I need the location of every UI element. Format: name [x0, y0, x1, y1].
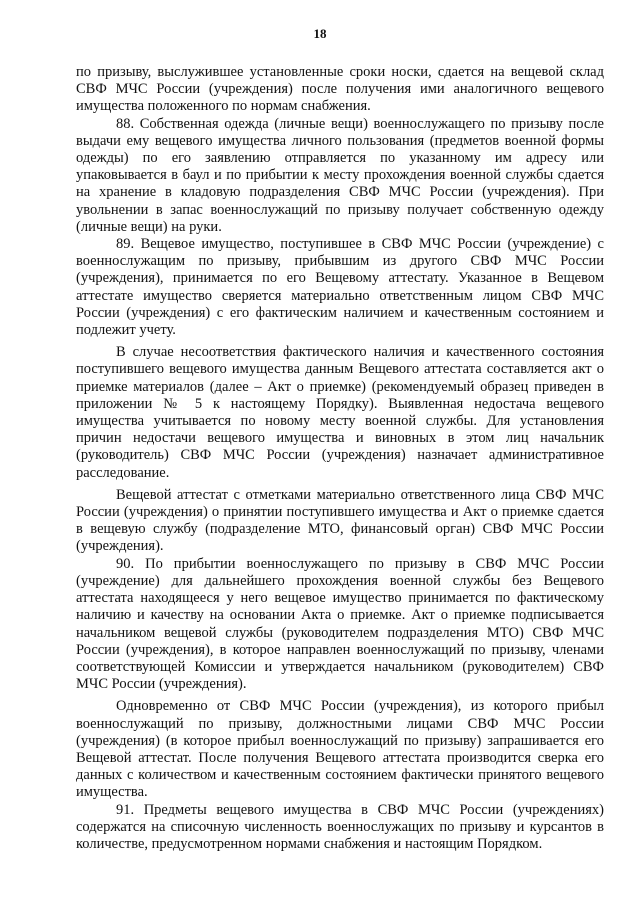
paragraph-89-mismatch: В случае несоответствия фактического наличия и качественного состояния поступившего вещевого имущества данным Вещевого аттестата составляется акт о приемке материалов (далее – Акт о приемке) (рекомендуемый образец приведен в приложении № 5 к настоящему Порядку). Выявленная недостача вещевого имущества учитывается по новому месту военной службы. Для установления причин недостачи вещевого имущества и виновных в этом лиц начальник (руководитель) СВФ МЧС России (учреждения) назначает административное расследование.: [76, 344, 604, 481]
paragraph-continuation: по призыву, выслужившее установленные сроки носки, сдается на вещевой склад СВФ МЧС России (учреждения) после получения ими аналогичного вещевого имущества положенного по нормам снабжения.: [76, 64, 604, 115]
paragraph-90-request: Одновременно от СВФ МЧС России (учреждения), из которого прибыл военнослужащий по призыву, должностными лицами СВФ МЧС России (учреждения) (в которое прибыл военнослужащий по призыву) запрашивается его Вещевой аттестат. После получения Вещевого аттестата производится сверка его данных с количеством и качественным состоянием фактически принятого вещевого имущества.: [76, 698, 604, 801]
paragraph-88: 88. Собственная одежда (личные вещи) военнослужащего по призыву после выдачи ему вещевого имущества личного пользования (предметов военной формы одежды) по его заявлению отправляется по указанному им адресу или упаковывается в баул и по прибытии к месту прохождения военной службы сдается на хранение в кладовую подразделения СВФ МЧС России (учреждения). При увольнении в запас военнослужащий по призыву получает собственную одежду (личные вещи) на руки.: [76, 115, 604, 235]
paragraph-91: 91. Предметы вещевого имущества в СВФ МЧС России (учреждениях) содержатся на списочную численность военнослужащих по призыву и курсантов в количестве, предусмотренном нормами снабжения и настоящим Порядком.: [76, 801, 604, 852]
paragraph-90: 90. По прибытии военнослужащего по призыву в СВФ МЧС России (учреждение) для дальнейшего прохождения военной службы без Вещевого аттестата находящееся у него вещевое имущество принимается по фактическому наличию и качеству на основании Акта о приемке. Акт о приемке подписывается начальником вещевой службы (руководителем подразделения МТО) СВФ МЧС России (учреждения), в которое направлен военнослужащий по призыву, членами соответствующей Комиссии и утверждается начальником (руководителем) СВФ МЧС России (учреждения).: [76, 555, 604, 693]
paragraph-89: 89. Вещевое имущество, поступившее в СВФ МЧС России (учреждение) с военнослужащим по призыву, прибывшим из другого СВФ МЧС России (учреждения), принимается по его Вещевому аттестату. Указанное в Вещевом аттестате имущество сверяется материально ответственным лицом СВФ МЧС России (учреждения) с его фактическим наличием и качественным состоянием и подлежит учету.: [76, 236, 604, 339]
paragraph-89-attestat: Вещевой аттестат с отметками материально ответственного лица СВФ МЧС России (учреждения) о принятии поступившего имущества и Акт о приемке сдается в вещевую службу (подразделение МТО, финансовый орган) СВФ МЧС России (учреждения).: [76, 486, 604, 555]
page-number: 18: [313, 26, 327, 41]
document-body: [76, 64, 604, 853]
